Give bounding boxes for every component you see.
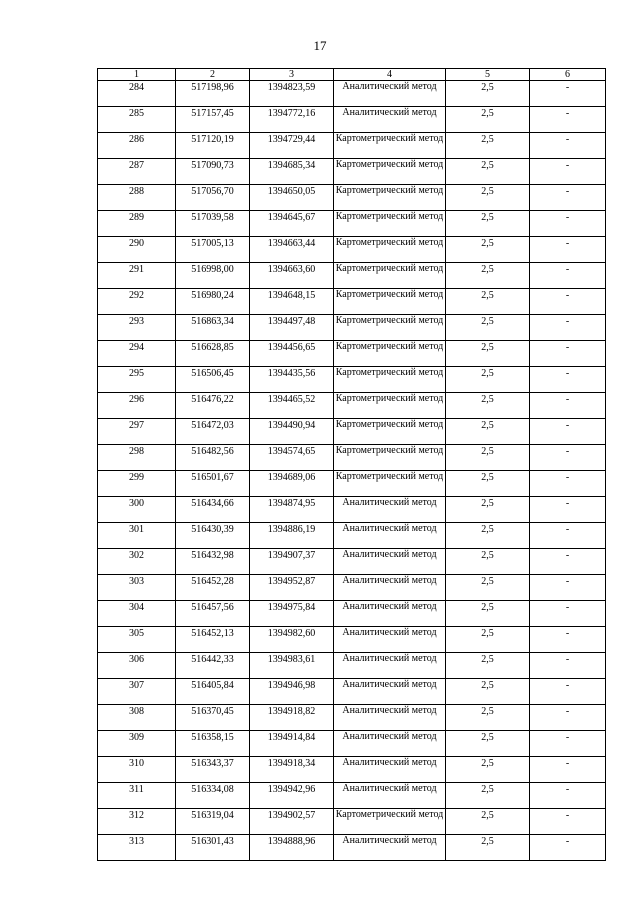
- method-text: Аналитический метод: [342, 523, 437, 534]
- point-number-cell: 290: [98, 237, 176, 263]
- note-cell: -: [530, 185, 606, 211]
- note-cell: -: [530, 679, 606, 705]
- note-cell: -: [530, 445, 606, 471]
- y-coordinate-cell: 1394648,15: [250, 289, 334, 315]
- y-coordinate-cell: 1394983,61: [250, 653, 334, 679]
- method-text: Картометрический метод: [335, 809, 444, 820]
- note-cell: -: [530, 653, 606, 679]
- table-row: [98, 705, 606, 731]
- y-coordinate-cell: 1394886,19: [250, 523, 334, 549]
- column-header: 5: [446, 69, 530, 81]
- method-cell: [334, 679, 446, 705]
- x-coordinate-cell: 516334,08: [176, 783, 250, 809]
- method-text: Картометрический метод: [335, 367, 444, 378]
- point-number-cell: 310: [98, 757, 176, 783]
- method-cell: [334, 107, 446, 133]
- y-coordinate-cell: 1394918,34: [250, 757, 334, 783]
- method-text: Аналитический метод: [342, 107, 437, 118]
- point-number-cell: 288: [98, 185, 176, 211]
- method-cell: [334, 523, 446, 549]
- method-cell: [334, 81, 446, 107]
- x-coordinate-cell: 516434,66: [176, 497, 250, 523]
- table-row: [98, 575, 606, 601]
- point-number-cell: 291: [98, 263, 176, 289]
- accuracy-cell: 2,5: [446, 367, 530, 393]
- page-number: 17: [313, 38, 327, 53]
- method-text: Картометрический метод: [335, 419, 444, 430]
- x-coordinate-cell: 517157,45: [176, 107, 250, 133]
- method-text: Аналитический метод: [342, 679, 437, 690]
- note-cell: -: [530, 497, 606, 523]
- method-text: Аналитический метод: [342, 653, 437, 664]
- y-coordinate-cell: 1394823,59: [250, 81, 334, 107]
- x-coordinate-cell: 516452,28: [176, 575, 250, 601]
- table-row: [98, 679, 606, 705]
- x-coordinate-cell: 516863,34: [176, 315, 250, 341]
- method-cell: [334, 315, 446, 341]
- method-cell: [334, 263, 446, 289]
- method-cell: [334, 393, 446, 419]
- table-row: [98, 367, 606, 393]
- note-cell: -: [530, 393, 606, 419]
- y-coordinate-cell: 1394888,96: [250, 835, 334, 861]
- column-header: 6: [530, 69, 606, 81]
- x-coordinate-cell: 516998,00: [176, 263, 250, 289]
- table-row: [98, 653, 606, 679]
- y-coordinate-cell: 1394685,34: [250, 159, 334, 185]
- table-row: [98, 185, 606, 211]
- method-text: Картометрический метод: [335, 211, 444, 222]
- method-cell: [334, 419, 446, 445]
- accuracy-cell: 2,5: [446, 679, 530, 705]
- y-coordinate-cell: 1394465,52: [250, 393, 334, 419]
- accuracy-cell: 2,5: [446, 705, 530, 731]
- method-text: Аналитический метод: [342, 575, 437, 586]
- method-cell: [334, 705, 446, 731]
- accuracy-cell: 2,5: [446, 653, 530, 679]
- point-number-cell: 305: [98, 627, 176, 653]
- x-coordinate-cell: 517090,73: [176, 159, 250, 185]
- x-coordinate-cell: 517120,19: [176, 133, 250, 159]
- point-number-cell: 300: [98, 497, 176, 523]
- table-row: [98, 107, 606, 133]
- table-row: [98, 289, 606, 315]
- note-cell: -: [530, 731, 606, 757]
- accuracy-cell: 2,5: [446, 237, 530, 263]
- accuracy-cell: 2,5: [446, 835, 530, 861]
- y-coordinate-cell: 1394456,65: [250, 341, 334, 367]
- method-text: Аналитический метод: [342, 757, 437, 768]
- method-cell: [334, 497, 446, 523]
- point-number-cell: 293: [98, 315, 176, 341]
- x-coordinate-cell: 516506,45: [176, 367, 250, 393]
- method-text: Аналитический метод: [342, 705, 437, 716]
- accuracy-cell: 2,5: [446, 809, 530, 835]
- column-header: 2: [176, 69, 250, 81]
- point-number-cell: 311: [98, 783, 176, 809]
- point-number-cell: 301: [98, 523, 176, 549]
- table-row: [98, 835, 606, 861]
- x-coordinate-cell: 516457,56: [176, 601, 250, 627]
- y-coordinate-cell: 1394902,57: [250, 809, 334, 835]
- method-cell: [334, 731, 446, 757]
- y-coordinate-cell: 1394497,48: [250, 315, 334, 341]
- table-row: [98, 445, 606, 471]
- method-text: Аналитический метод: [342, 783, 437, 794]
- method-text: Аналитический метод: [342, 601, 437, 612]
- method-cell: [334, 185, 446, 211]
- method-text: Картометрический метод: [335, 263, 444, 274]
- point-number-cell: 313: [98, 835, 176, 861]
- method-text: Картометрический метод: [335, 393, 444, 404]
- note-cell: -: [530, 159, 606, 185]
- y-coordinate-cell: 1394952,87: [250, 575, 334, 601]
- x-coordinate-cell: 516432,98: [176, 549, 250, 575]
- y-coordinate-cell: 1394907,37: [250, 549, 334, 575]
- point-number-cell: 284: [98, 81, 176, 107]
- table-row: [98, 809, 606, 835]
- note-cell: -: [530, 419, 606, 445]
- x-coordinate-cell: 516442,33: [176, 653, 250, 679]
- x-coordinate-cell: 517039,58: [176, 211, 250, 237]
- note-cell: -: [530, 263, 606, 289]
- table-body: [98, 81, 606, 861]
- point-number-cell: 303: [98, 575, 176, 601]
- method-cell: [334, 445, 446, 471]
- note-cell: -: [530, 705, 606, 731]
- note-cell: -: [530, 835, 606, 861]
- x-coordinate-cell: 516370,45: [176, 705, 250, 731]
- note-cell: -: [530, 601, 606, 627]
- coordinates-table: [97, 68, 606, 861]
- method-cell: [334, 627, 446, 653]
- accuracy-cell: 2,5: [446, 523, 530, 549]
- table-row: [98, 133, 606, 159]
- note-cell: -: [530, 549, 606, 575]
- method-cell: [334, 757, 446, 783]
- accuracy-cell: 2,5: [446, 757, 530, 783]
- y-coordinate-cell: 1394729,44: [250, 133, 334, 159]
- table-row: [98, 627, 606, 653]
- accuracy-cell: 2,5: [446, 81, 530, 107]
- point-number-cell: 295: [98, 367, 176, 393]
- method-text: Аналитический метод: [342, 835, 437, 846]
- method-cell: [334, 237, 446, 263]
- x-coordinate-cell: 516482,56: [176, 445, 250, 471]
- note-cell: -: [530, 367, 606, 393]
- x-coordinate-cell: 516405,84: [176, 679, 250, 705]
- method-cell: [334, 341, 446, 367]
- accuracy-cell: 2,5: [446, 263, 530, 289]
- column-header: 1: [98, 69, 176, 81]
- point-number-cell: 308: [98, 705, 176, 731]
- table-row: [98, 315, 606, 341]
- x-coordinate-cell: 516628,85: [176, 341, 250, 367]
- table-header-row: [98, 69, 606, 81]
- x-coordinate-cell: 516472,03: [176, 419, 250, 445]
- note-cell: -: [530, 315, 606, 341]
- method-cell: [334, 549, 446, 575]
- x-coordinate-cell: 516501,67: [176, 471, 250, 497]
- x-coordinate-cell: 517005,13: [176, 237, 250, 263]
- table-row: [98, 497, 606, 523]
- x-coordinate-cell: 516358,15: [176, 731, 250, 757]
- method-text: Картометрический метод: [335, 159, 444, 170]
- accuracy-cell: 2,5: [446, 445, 530, 471]
- method-text: Картометрический метод: [335, 315, 444, 326]
- table-row: [98, 263, 606, 289]
- method-cell: [334, 809, 446, 835]
- table-row: [98, 237, 606, 263]
- table-row: [98, 159, 606, 185]
- method-cell: [334, 601, 446, 627]
- point-number-cell: 312: [98, 809, 176, 835]
- y-coordinate-cell: 1394772,16: [250, 107, 334, 133]
- x-coordinate-cell: 516476,22: [176, 393, 250, 419]
- method-text: Картометрический метод: [335, 471, 444, 482]
- note-cell: -: [530, 341, 606, 367]
- point-number-cell: 289: [98, 211, 176, 237]
- note-cell: -: [530, 133, 606, 159]
- point-number-cell: 296: [98, 393, 176, 419]
- accuracy-cell: 2,5: [446, 289, 530, 315]
- method-text: Аналитический метод: [342, 627, 437, 638]
- accuracy-cell: 2,5: [446, 419, 530, 445]
- y-coordinate-cell: 1394650,05: [250, 185, 334, 211]
- x-coordinate-cell: 517198,96: [176, 81, 250, 107]
- accuracy-cell: 2,5: [446, 341, 530, 367]
- point-number-cell: 287: [98, 159, 176, 185]
- table-row: [98, 731, 606, 757]
- y-coordinate-cell: 1394663,60: [250, 263, 334, 289]
- note-cell: -: [530, 471, 606, 497]
- table-row: [98, 393, 606, 419]
- method-cell: [334, 367, 446, 393]
- y-coordinate-cell: 1394982,60: [250, 627, 334, 653]
- method-text: Картометрический метод: [335, 237, 444, 248]
- accuracy-cell: 2,5: [446, 575, 530, 601]
- point-number-cell: 309: [98, 731, 176, 757]
- x-coordinate-cell: 516430,39: [176, 523, 250, 549]
- column-header: 4: [334, 69, 446, 81]
- point-number-cell: 304: [98, 601, 176, 627]
- note-cell: -: [530, 627, 606, 653]
- method-cell: [334, 289, 446, 315]
- method-cell: [334, 471, 446, 497]
- point-number-cell: 307: [98, 679, 176, 705]
- y-coordinate-cell: 1394975,84: [250, 601, 334, 627]
- accuracy-cell: 2,5: [446, 107, 530, 133]
- x-coordinate-cell: 516452,13: [176, 627, 250, 653]
- table-row: [98, 523, 606, 549]
- method-cell: [334, 159, 446, 185]
- method-cell: [334, 835, 446, 861]
- x-coordinate-cell: 517056,70: [176, 185, 250, 211]
- accuracy-cell: 2,5: [446, 315, 530, 341]
- method-cell: [334, 575, 446, 601]
- x-coordinate-cell: 516319,04: [176, 809, 250, 835]
- method-text: Картометрический метод: [335, 185, 444, 196]
- method-text: Картометрический метод: [335, 341, 444, 352]
- table-row: [98, 757, 606, 783]
- method-text: Картометрический метод: [335, 133, 444, 144]
- note-cell: -: [530, 783, 606, 809]
- accuracy-cell: 2,5: [446, 159, 530, 185]
- table-row: [98, 601, 606, 627]
- accuracy-cell: 2,5: [446, 601, 530, 627]
- note-cell: -: [530, 107, 606, 133]
- point-number-cell: 302: [98, 549, 176, 575]
- y-coordinate-cell: 1394490,94: [250, 419, 334, 445]
- method-text: Картометрический метод: [335, 289, 444, 300]
- note-cell: -: [530, 575, 606, 601]
- note-cell: -: [530, 523, 606, 549]
- y-coordinate-cell: 1394574,65: [250, 445, 334, 471]
- method-text: Аналитический метод: [342, 81, 437, 92]
- method-cell: [334, 133, 446, 159]
- note-cell: -: [530, 809, 606, 835]
- y-coordinate-cell: 1394918,82: [250, 705, 334, 731]
- accuracy-cell: 2,5: [446, 185, 530, 211]
- accuracy-cell: 2,5: [446, 549, 530, 575]
- y-coordinate-cell: 1394689,06: [250, 471, 334, 497]
- table-row: [98, 471, 606, 497]
- accuracy-cell: 2,5: [446, 497, 530, 523]
- method-cell: [334, 211, 446, 237]
- table-row: [98, 341, 606, 367]
- point-number-cell: 299: [98, 471, 176, 497]
- method-text: Аналитический метод: [342, 549, 437, 560]
- point-number-cell: 292: [98, 289, 176, 315]
- accuracy-cell: 2,5: [446, 627, 530, 653]
- method-text: Картометрический метод: [335, 445, 444, 456]
- method-cell: [334, 653, 446, 679]
- note-cell: -: [530, 757, 606, 783]
- x-coordinate-cell: 516301,43: [176, 835, 250, 861]
- x-coordinate-cell: 516980,24: [176, 289, 250, 315]
- table-row: [98, 549, 606, 575]
- note-cell: -: [530, 289, 606, 315]
- y-coordinate-cell: 1394435,56: [250, 367, 334, 393]
- table-row: [98, 783, 606, 809]
- note-cell: -: [530, 237, 606, 263]
- accuracy-cell: 2,5: [446, 783, 530, 809]
- point-number-cell: 285: [98, 107, 176, 133]
- y-coordinate-cell: 1394942,96: [250, 783, 334, 809]
- column-header: 3: [250, 69, 334, 81]
- accuracy-cell: 2,5: [446, 211, 530, 237]
- x-coordinate-cell: 516343,37: [176, 757, 250, 783]
- point-number-cell: 297: [98, 419, 176, 445]
- y-coordinate-cell: 1394946,98: [250, 679, 334, 705]
- table-row: [98, 419, 606, 445]
- method-text: Аналитический метод: [342, 731, 437, 742]
- accuracy-cell: 2,5: [446, 393, 530, 419]
- note-cell: -: [530, 211, 606, 237]
- y-coordinate-cell: 1394914,84: [250, 731, 334, 757]
- y-coordinate-cell: 1394645,67: [250, 211, 334, 237]
- point-number-cell: 298: [98, 445, 176, 471]
- note-cell: -: [530, 81, 606, 107]
- accuracy-cell: 2,5: [446, 731, 530, 757]
- point-number-cell: 286: [98, 133, 176, 159]
- method-cell: [334, 783, 446, 809]
- method-text: Аналитический метод: [342, 497, 437, 508]
- accuracy-cell: 2,5: [446, 133, 530, 159]
- point-number-cell: 306: [98, 653, 176, 679]
- table-row: [98, 81, 606, 107]
- y-coordinate-cell: 1394874,95: [250, 497, 334, 523]
- y-coordinate-cell: 1394663,44: [250, 237, 334, 263]
- point-number-cell: 294: [98, 341, 176, 367]
- table-row: [98, 211, 606, 237]
- accuracy-cell: 2,5: [446, 471, 530, 497]
